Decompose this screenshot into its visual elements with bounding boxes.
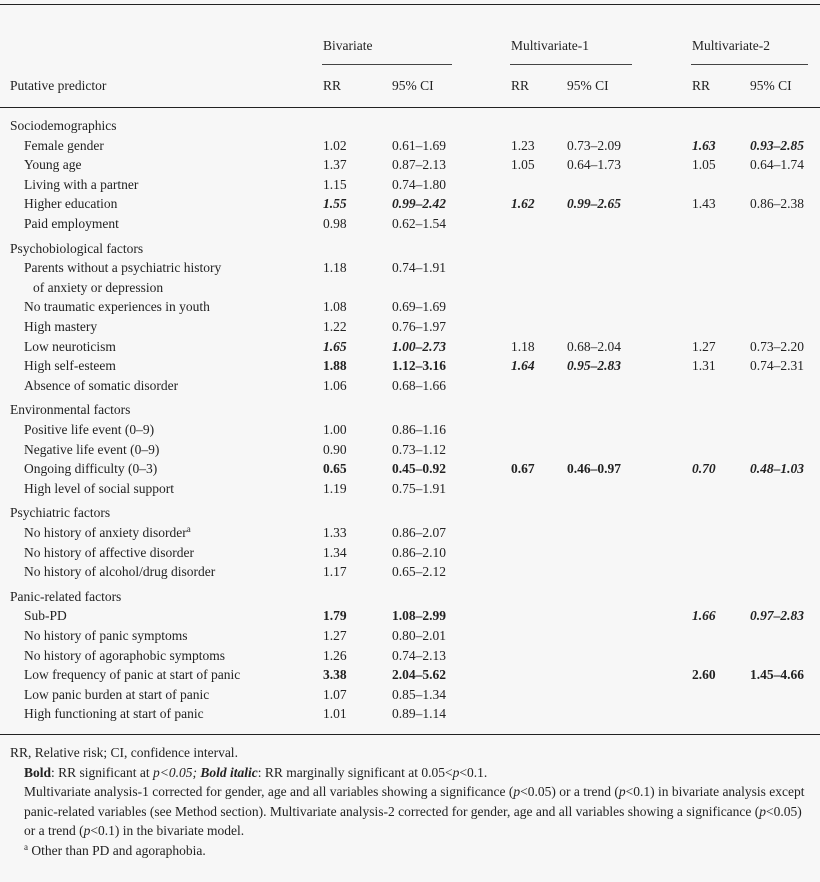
footnote-a-text: Other than PD and agoraphobia.	[28, 842, 206, 858]
bivariate-rr: 1.02	[323, 137, 347, 153]
multivariate-1-rr: 1.64	[511, 358, 535, 374]
row-label-continued: of anxiety or depression	[33, 279, 164, 295]
multivariate-2-ci: 0.73–2.20	[750, 338, 804, 354]
bivariate-ci: 0.85–1.34	[392, 686, 446, 702]
multivariate-2-ci: 0.64–1.74	[750, 157, 804, 173]
bivariate-rr: 1.79	[323, 608, 347, 624]
section-title: Psychiatric factors	[10, 505, 111, 521]
header-ci: 95% CI	[750, 78, 792, 93]
bivariate-rr: 1.19	[323, 480, 347, 496]
p-symbol: p	[83, 823, 91, 838]
bivariate-rr: 1.17	[323, 564, 347, 580]
row-label: Low frequency of panic at start of panic	[24, 667, 241, 683]
row-label: High functioning at start of panic	[24, 706, 204, 722]
header-ci: 95% CI	[392, 78, 434, 93]
m1-text: <0.05) or a trend (	[24, 803, 802, 838]
m1-text: <0.1) in bivariate analysis except panic-related variables (see Method section). Multivariate analysis-2 corrected for gender, age and all variables showing a significance (	[24, 784, 805, 819]
row-label: Absence of somatic disorder	[24, 377, 179, 393]
p-symbol: p	[759, 803, 767, 819]
bivariate-rr: 1.00	[323, 422, 347, 437]
bivariate-rr: 0.90	[323, 441, 347, 457]
bivariate-ci: 0.68–1.66	[392, 377, 446, 393]
bivariate-ci: 0.74–1.91	[392, 260, 446, 276]
row-label: High mastery	[24, 319, 98, 334]
row-label: Ongoing difficulty (0–3)	[24, 461, 158, 477]
multivariate-2-ci: 0.74–2.31	[750, 358, 804, 374]
header-bivariate: Bivariate	[323, 38, 373, 53]
row-label: No history of alcohol/drug disorder	[24, 564, 216, 580]
p-symbol: p	[618, 784, 626, 799]
bivariate-rr: 1.55	[323, 196, 347, 212]
bold-cond: p<0.05;	[153, 764, 201, 780]
bold-italic-term: Bold italic	[200, 764, 258, 780]
multivariate-1-rr: 0.67	[511, 461, 535, 477]
section-title: Sociodemographics	[10, 118, 117, 133]
multivariate-1-rr: 1.62	[511, 196, 535, 212]
row-label: No history of agoraphobic symptoms	[24, 647, 225, 663]
row-label: High level of social support	[24, 480, 174, 496]
multivariate-2-rr: 2.60	[692, 667, 716, 683]
multivariate-1-ci: 0.99–2.65	[567, 196, 621, 212]
multivariate-2-rr: 1.66	[692, 608, 716, 624]
bivariate-rr: 1.33	[323, 525, 347, 540]
bivariate-ci: 0.73–1.12	[392, 441, 446, 457]
footnote-marker: a	[24, 841, 28, 852]
bivariate-ci: 0.89–1.14	[392, 706, 446, 722]
multivariate-1-rr: 1.23	[511, 137, 535, 153]
header-multivariate-2: Multivariate-2	[692, 38, 770, 53]
bivariate-rr: 1.88	[323, 358, 347, 374]
bivariate-rr: 1.18	[323, 260, 347, 276]
bivariate-rr: 3.38	[323, 667, 347, 683]
row-label: Young age	[24, 157, 82, 173]
bivariate-ci: 0.86–1.16	[392, 422, 446, 437]
footnote-marker: a	[186, 524, 191, 534]
multivariate-2-ci: 0.93–2.85	[750, 137, 804, 153]
multivariate-1-ci: 0.73–2.09	[567, 137, 621, 153]
bivariate-ci: 1.00–2.73	[392, 338, 446, 354]
row-label: Parents without a psychiatric history	[24, 260, 222, 276]
multivariate-1-rr: 1.18	[511, 338, 535, 354]
multivariate-2-rr: 1.31	[692, 358, 716, 374]
multivariate-2-ci: 1.45–4.66	[750, 667, 804, 683]
bold-italic-end: <0.1.	[459, 764, 488, 780]
p-symbol: p	[513, 784, 521, 799]
multivariate-2-rr: 1.05	[692, 157, 716, 173]
header-rr: RR	[692, 78, 711, 93]
bivariate-ci: 0.99–2.42	[392, 196, 446, 212]
bivariate-rr: 0.98	[323, 216, 347, 231]
bivariate-rr: 1.37	[323, 157, 347, 173]
bivariate-ci: 0.87–2.13	[392, 157, 446, 173]
bivariate-ci: 0.74–1.80	[392, 176, 446, 192]
multivariate-2-rr: 1.27	[692, 338, 716, 354]
bivariate-ci: 0.80–2.01	[392, 628, 446, 643]
bivariate-rr: 1.27	[323, 628, 347, 643]
bold-desc: : RR significant at	[51, 764, 154, 780]
multivariate-2-ci: 0.86–2.38	[750, 196, 804, 212]
p-symbol: p	[452, 764, 460, 780]
bivariate-rr: 1.26	[323, 647, 347, 663]
section-title: Environmental factors	[10, 402, 131, 418]
bivariate-ci: 0.74–2.13	[392, 647, 446, 663]
bivariate-ci: 0.76–1.97	[392, 319, 446, 334]
row-label: Sub-PD	[24, 608, 67, 624]
bold-term: Bold	[24, 764, 52, 780]
bivariate-rr: 1.08	[323, 299, 347, 315]
bivariate-rr: 1.22	[323, 319, 347, 334]
row-label: No traumatic experiences in youth	[24, 299, 210, 315]
row-label: Low panic burden at start of panic	[24, 686, 210, 702]
multivariate-1-ci: 0.95–2.83	[567, 358, 621, 374]
section-title: Psychobiological factors	[10, 240, 144, 256]
bivariate-ci: 0.65–2.12	[392, 564, 446, 580]
multivariate-2-rr: 1.63	[692, 137, 716, 153]
bivariate-rr: 0.65	[323, 461, 347, 477]
bivariate-rr: 1.01	[323, 706, 347, 722]
multivariate-1-ci: 0.46–0.97	[567, 461, 621, 477]
bivariate-ci: 0.62–1.54	[392, 216, 446, 231]
footnote-a	[10, 841, 810, 861]
header-multivariate-1: Multivariate-1	[511, 38, 589, 53]
multivariate-1-subrule	[510, 64, 632, 65]
row-label: High self-esteem	[24, 358, 116, 374]
bivariate-rr: 1.06	[323, 377, 347, 393]
row-label: Female gender	[24, 137, 104, 153]
multivariate-2-ci: 0.48–1.03	[750, 461, 804, 477]
multivariate-2-subrule	[691, 64, 808, 65]
row-label: Positive life event (0–9)	[24, 422, 155, 437]
header-ci: 95% CI	[567, 78, 609, 93]
bivariate-ci: 0.69–1.69	[392, 299, 446, 315]
bivariate-ci: 1.12–3.16	[392, 358, 446, 374]
row-label: Higher education	[24, 196, 118, 212]
multivariate-1-ci: 0.64–1.73	[567, 157, 621, 173]
footnote-abbreviations: RR, Relative risk; CI, confidence interval.	[10, 745, 238, 760]
multivariate-2-rr: 0.70	[692, 461, 716, 477]
bivariate-rr: 1.15	[323, 176, 347, 192]
row-label: Paid employment	[24, 216, 119, 231]
bivariate-ci: 0.86–2.10	[392, 544, 446, 560]
row-label: Living with a partner	[24, 176, 139, 192]
m1-text: Multivariate analysis-1 corrected for gender, age and all variables showing a significance (	[24, 784, 514, 799]
header-rr: RR	[511, 78, 530, 93]
row-label: Negative life event (0–9)	[24, 441, 160, 457]
multivariate-2-ci: 0.97–2.83	[750, 608, 804, 624]
multivariate-1-rr: 1.05	[511, 157, 535, 173]
m1-text: <0.1) in the bivariate model.	[90, 823, 245, 838]
row-label	[24, 525, 191, 541]
row-label: No history of panic symptoms	[24, 628, 188, 643]
section-title: Panic-related factors	[10, 588, 122, 604]
header-rule	[0, 107, 820, 108]
footnote-significance	[10, 763, 810, 783]
bivariate-ci: 0.75–1.91	[392, 480, 446, 496]
bivariate-ci: 0.61–1.69	[392, 137, 446, 153]
header-rr: RR	[323, 78, 342, 93]
bivariate-ci: 0.45–0.92	[392, 461, 446, 477]
row-label: Low neuroticism	[24, 338, 116, 354]
top-rule	[0, 4, 820, 5]
bivariate-rr: 1.34	[323, 544, 347, 560]
row-label-text: No history of anxiety disorder	[24, 525, 187, 540]
footnote-multivariate	[10, 782, 810, 841]
bivariate-ci: 2.04–5.62	[392, 667, 446, 683]
row-label: No history of affective disorder	[24, 544, 194, 560]
bivariate-rr: 1.65	[323, 338, 347, 354]
bottom-rule	[0, 734, 820, 735]
table-footnotes	[10, 743, 810, 860]
bivariate-subrule	[322, 64, 452, 65]
bivariate-ci: 0.86–2.07	[392, 525, 446, 540]
multivariate-1-ci: 0.68–2.04	[567, 338, 621, 354]
bivariate-ci: 1.08–2.99	[392, 608, 446, 624]
bold-italic-desc: : RR marginally significant at 0.05<	[257, 764, 453, 780]
multivariate-2-rr: 1.43	[692, 196, 716, 212]
m1-text: <0.05) or a trend (	[520, 784, 619, 799]
header-putative-predictor: Putative predictor	[10, 78, 107, 93]
bivariate-rr: 1.07	[323, 686, 347, 702]
